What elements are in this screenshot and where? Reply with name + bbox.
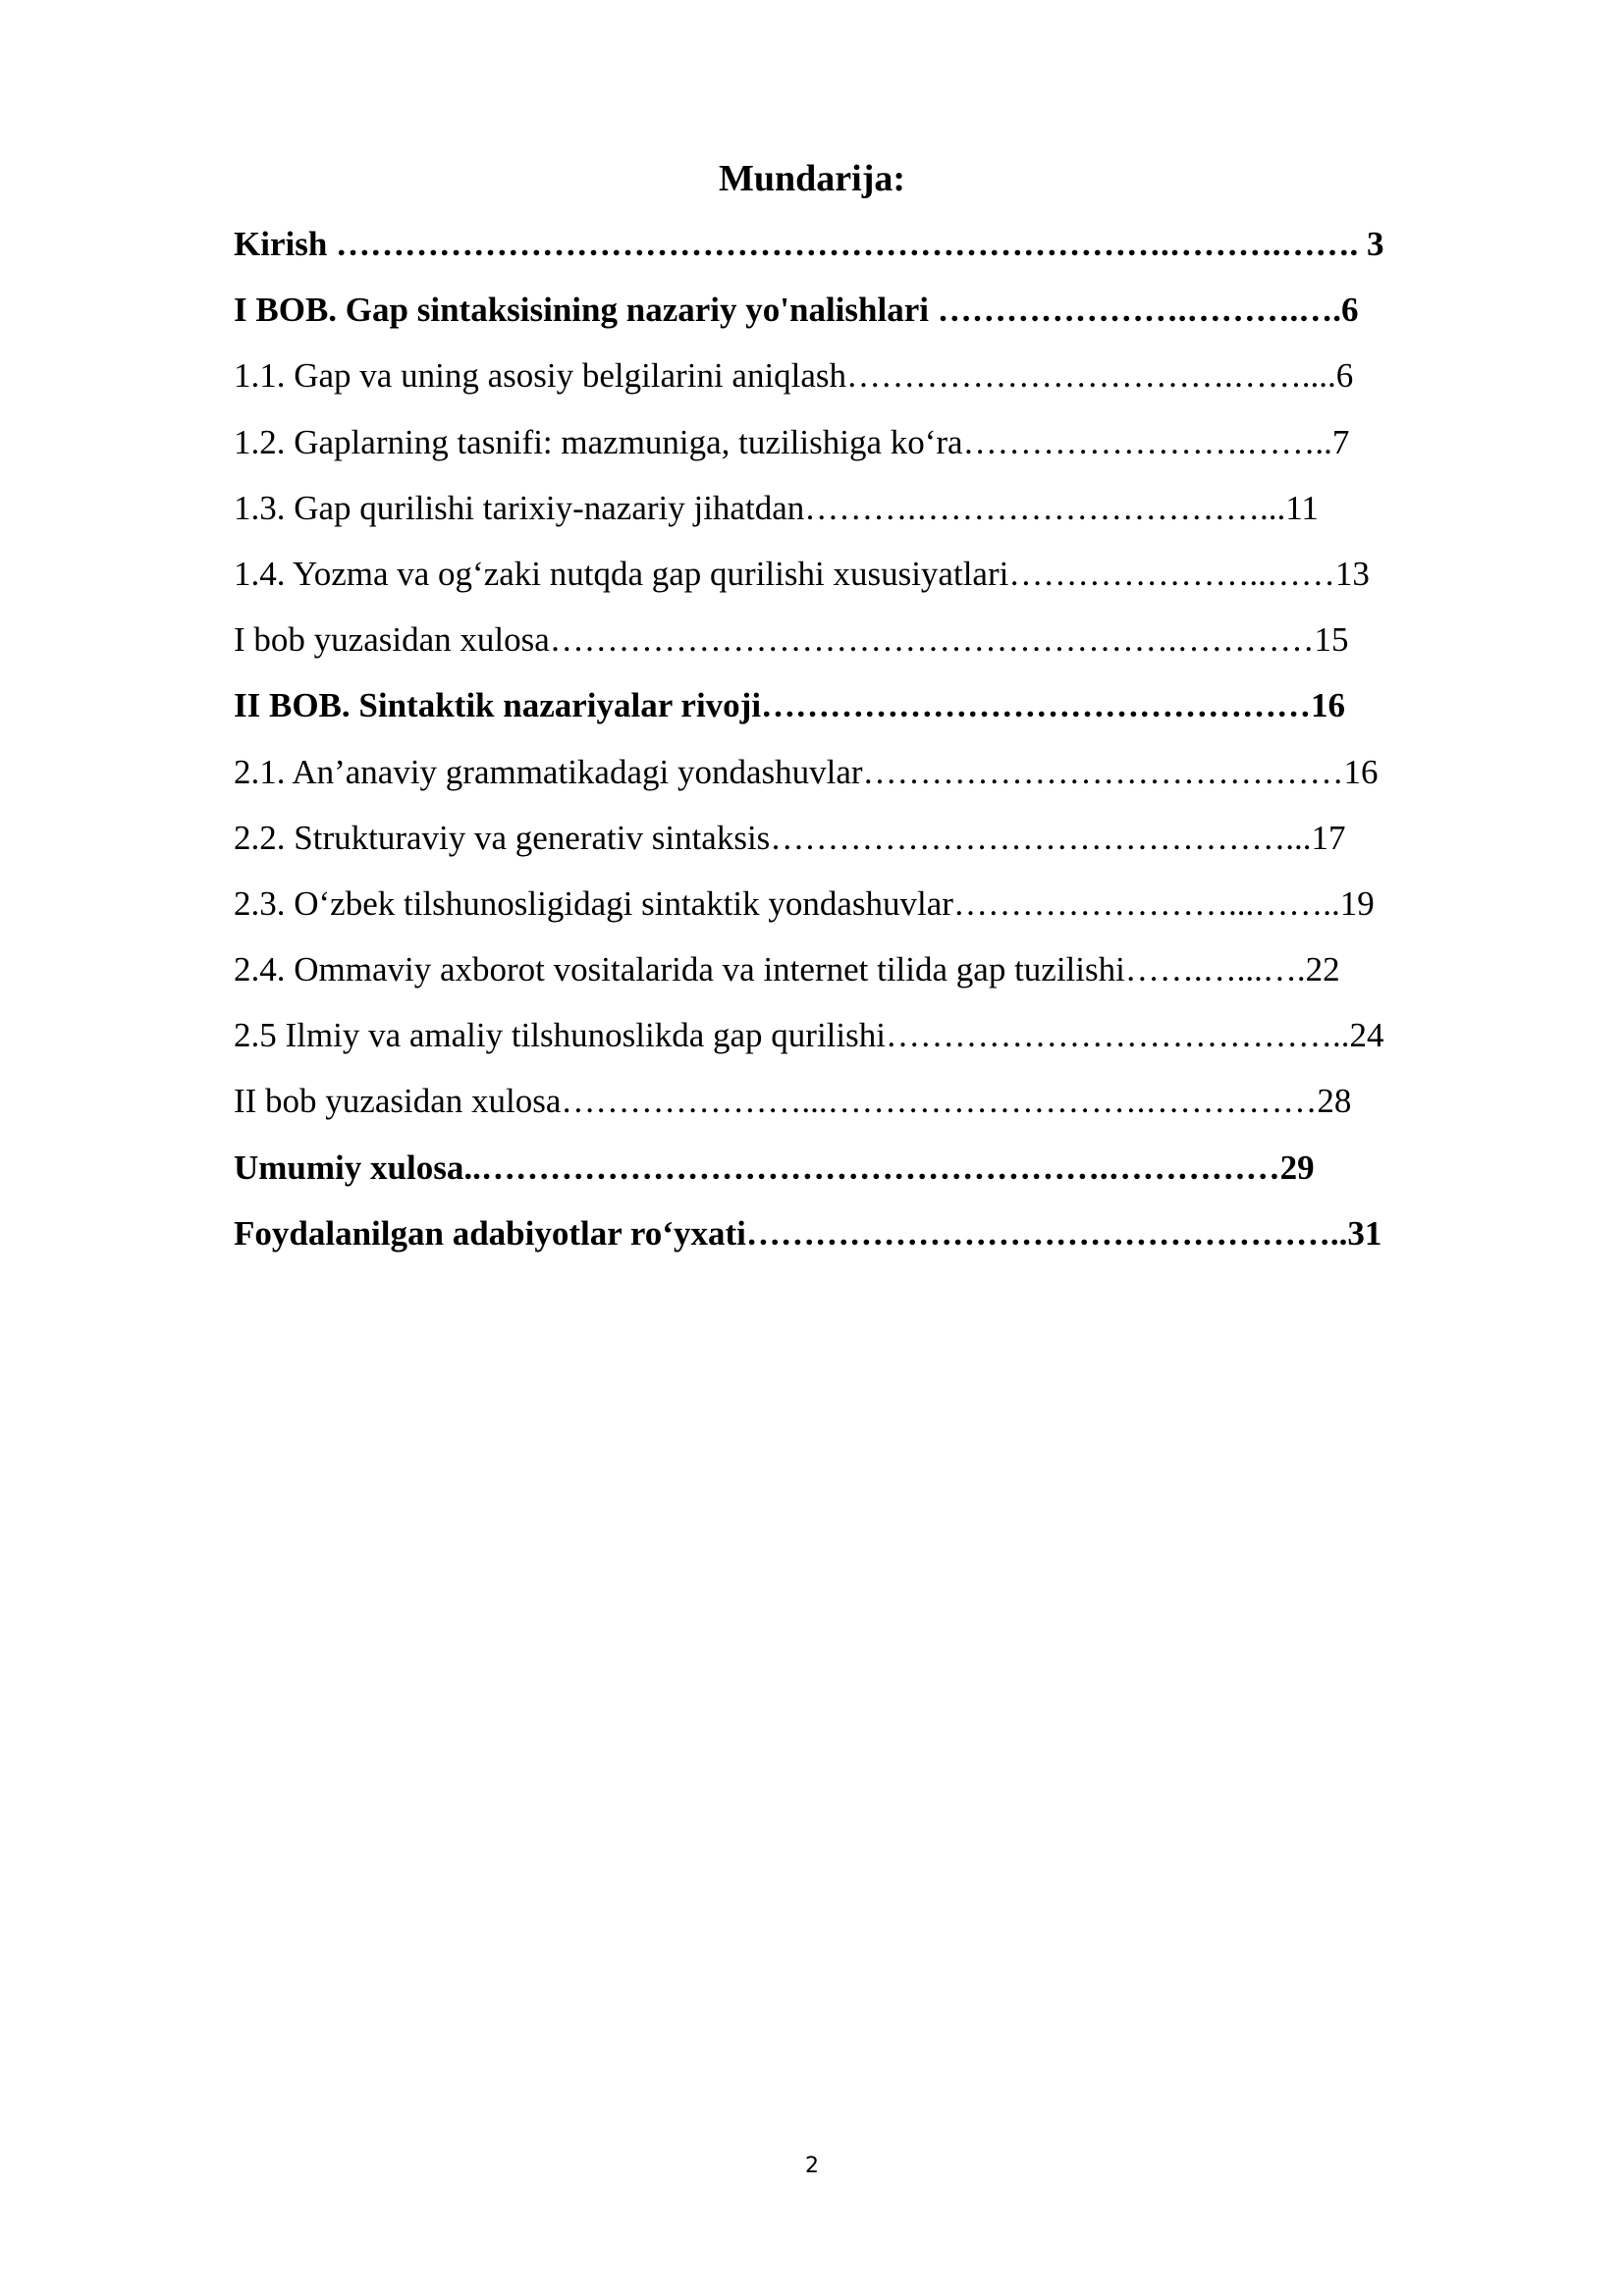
- toc-entry-section-2-5: 2.5 Ilmiy va amaliy tilshunoslikda gap qurilishi…………………………………..24: [234, 1016, 1384, 1055]
- toc-entry-general-conclusion: Umumiy xulosa..……………………………………………….……………29: [234, 1148, 1315, 1187]
- toc-entry-section-2-3: 2.3. O‘zbek tilshunosligidagi sintaktik yondashuvlar……………………...……..19: [234, 883, 1375, 923]
- toc-entry-section-2-2: 2.2. Strukturaviy va generativ sintaksis………………………………………...17: [234, 818, 1346, 857]
- toc-entry-introduction: Kirish ……………………………………………………………….……….……. 3: [234, 225, 1384, 263]
- toc-entry-section-1-2: 1.2. Gaplarning tasnifi: mazmuniga, tuzilishiga ko‘ra…………………….……..7: [234, 422, 1350, 461]
- toc-entry-chapter-1-conclusion: I bob yuzasidan xulosa……………………………………………….…………15: [234, 620, 1349, 660]
- toc-entry-chapter-2: II BOB. Sintaktik nazariyalar rivoji…………………………………………16: [234, 686, 1346, 725]
- page-number: 2: [805, 2154, 819, 2178]
- toc-entry-chapter-1: I BOB. Gap sintaksisining nazariy yo'nalishlari ………………….……….….6: [234, 291, 1359, 330]
- page-title: Mundarija:: [719, 158, 905, 199]
- table-of-contents: [234, 221, 1520, 1276]
- toc-entry-section-2-1: 2.1. An’anaviy grammatikadagi yondashuvlar……………………………………16: [234, 752, 1379, 791]
- toc-entry-bibliography: Foydalanilgan adabiyotlar ro‘yxati……………………………………………..31: [234, 1213, 1382, 1253]
- toc-entry-chapter-2-conclusion: II bob yuzasidan xulosa…………………...……………………….……………28: [234, 1082, 1352, 1121]
- toc-entry-section-1-1: 1.1. Gap va uning asosiy belgilarini aniqlash…………………………….……....6: [234, 356, 1354, 396]
- toc-entry-section-2-4: 2.4. Ommaviy axborot vositalarida va internet tilida gap tuzilishi…….…...….22: [234, 950, 1340, 989]
- toc-entry-section-1-4: 1.4. Yozma va og‘zaki nutqda gap qurilishi xususiyatlari…………………..……13: [234, 554, 1370, 593]
- toc-entry-section-1-3: 1.3. Gap qurilishi tarixiy-nazariy jihatdan……….…………………………...11: [234, 488, 1319, 527]
